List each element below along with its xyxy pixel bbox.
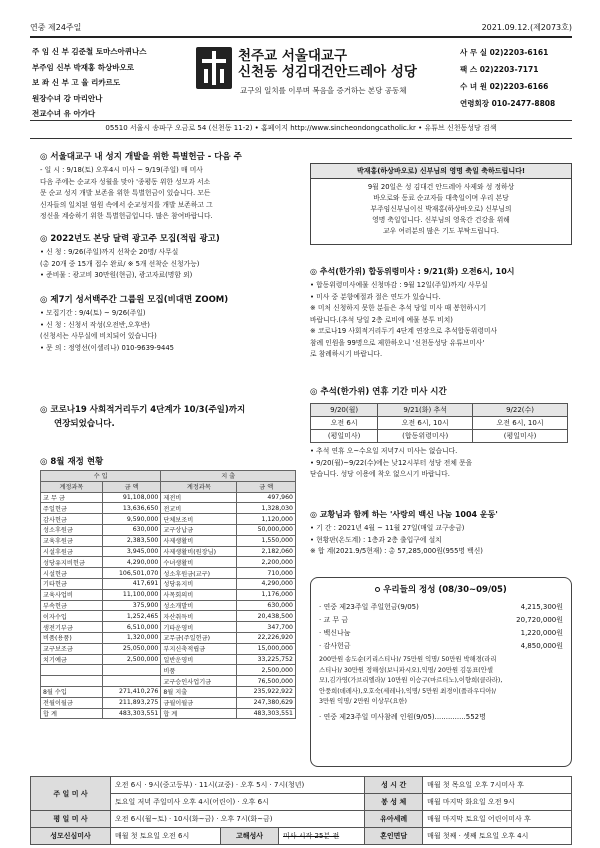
account-cell: 합 계: [41, 708, 103, 719]
income-header: 수 입: [41, 471, 161, 482]
amount-cell: 25,050,000: [102, 643, 161, 654]
amount-cell: 15,000,000: [237, 643, 296, 654]
account-cell: 시설헌금: [41, 568, 103, 579]
finance-row: [41, 632, 296, 643]
communion-label: 봉 성 체: [365, 794, 423, 811]
amount-cell: 1,320,000: [102, 632, 161, 643]
offerings-box: [310, 577, 572, 767]
finance-row: [41, 524, 296, 535]
account-cell: 성당유지비헌금: [41, 557, 103, 568]
account-cell: 교 무 금: [41, 492, 103, 503]
donor-line: 3만원 익명/ 2만원 이상무(요한): [319, 698, 407, 705]
section-title: ◎ 교황님과 함께 하는 '사랑의 백신 나눔 1004 운동': [310, 510, 498, 519]
amount-cell: 13,636,650: [102, 503, 161, 514]
section-title: ◎ 서울대교구 내 성지 개발을 위한 특별헌금 - 다음 주: [40, 152, 242, 162]
contact-office: 사 무 실 02)2203-6161: [460, 48, 549, 57]
notice-line: ※ 미처 신청하지 못한 분들은 추석 당일 미사 때 봉헌하시기: [310, 304, 487, 312]
notice-line: - 일 시 : 9/18(토) 오후4시 미사 ~ 9/19(주일) 매 미사: [40, 166, 203, 174]
account-cell: 비품(용품): [41, 632, 103, 643]
notice-line: • 문 의 : 정영선(이셀리나) 010-9639-9445: [40, 343, 174, 352]
amount-cell: 91,108,000: [102, 492, 161, 503]
notice-line: 영명 축일입니다. 신부님의 영육간 건강을 위해: [372, 216, 510, 224]
account-cell: 생전기부금: [41, 622, 103, 633]
notice-line: 교우 여러분의 많은 기도 부탁드립니다.: [383, 227, 499, 235]
finance-row: [41, 600, 296, 611]
notice-line: • 기 간 : 2021년 4월 ~ 11월 27일(매일 교구송금): [310, 524, 465, 532]
account-cell: 8월 지출: [161, 686, 237, 697]
amount-cell: 50,000,000: [237, 524, 296, 535]
notice-line: 문 순교 성지 개발 보존을 위한 특별헌금이 있습니다. 모든: [40, 189, 211, 197]
parish-name: 신천동 성김대건안드레아 성당: [238, 64, 417, 80]
amount-cell: 211,893,275: [102, 697, 161, 708]
account-cell: 교구승인사업기금: [161, 676, 237, 687]
notice-line: 9월 20일은 성 김대건 안드레아 사제와 성 정하상: [367, 183, 515, 191]
header-divider: [30, 36, 572, 38]
account-cell: 사제생활비: [161, 535, 237, 546]
notice-vaccine-sharing: [310, 509, 572, 558]
expense-header: 지 출: [161, 471, 296, 482]
sunday-mass-times: 오전 6시 · 9시(중고등부) · 11시(교중) · 오후 5시 · 7시(청년): [111, 777, 365, 794]
finance-row: [41, 654, 296, 665]
mass-type: (평일미사): [311, 430, 378, 443]
notice-bible-study: [40, 293, 300, 354]
contact-convent: 수 녀 원 02)2203-6166: [460, 82, 549, 91]
account-cell: 교무금(주일헌금): [161, 632, 237, 643]
amount-cell: 710,000: [237, 568, 296, 579]
amount-cell: [102, 665, 161, 676]
clergy-item: 주 임 신 부 김준철 토마스아퀴나스: [32, 47, 147, 56]
feast-notice-title: 박재홍(하상바오로) 신부님의 영명 축일 축하드립니다!: [311, 164, 571, 179]
clergy-item: 전교수녀 유 아가다: [32, 109, 96, 118]
communion-time: 매월 마지막 화요일 오전 9시: [423, 794, 572, 811]
notice-line: • 현황판(온도계) : 1층과 2층 출입구에 설치: [310, 535, 442, 544]
amount-cell: 235,922,922: [237, 686, 296, 697]
notice-line: (신청서는 사무실에 비치되어 있습니다): [40, 332, 157, 340]
amount-cell: 11,100,000: [102, 589, 161, 600]
sunday-mass-label: 주 일 미 사: [31, 777, 111, 811]
donor-line: 스티나)/ 30만원 정해성(보니파시오),익명/ 20만원 김동표(안셀: [319, 666, 493, 674]
liturgical-week: 연중 제24주일: [30, 23, 82, 32]
mass-type: (평일미사): [473, 430, 568, 443]
issue-date: 2021.09.12.(제2073호): [481, 23, 572, 32]
notice-line: 닫습니다. 성당 이용에 착오 없으시기 바랍니다.: [310, 470, 450, 478]
account-cell: 기타헌금: [41, 578, 103, 589]
amount-cell: 1,328,030: [237, 503, 296, 514]
finance-row: [41, 568, 296, 579]
clergy-item: 부주임 신부 박재홍 하상바오로: [32, 62, 135, 72]
finance-row: [41, 643, 296, 654]
amount-cell: 1,550,000: [237, 535, 296, 546]
notice-sanctuary-offering: [40, 150, 300, 223]
amount-cell: 76,500,000: [237, 676, 296, 687]
notice-line: • 신 청 : 신청서 작성(오전반,오후반): [40, 320, 150, 329]
account-cell: 치기예금: [41, 654, 103, 665]
notice-line: ※ 합 계(2021.9/5현재) : 총 57,285,000원(955명 백신): [310, 547, 483, 555]
day-header: 9/20(월): [311, 404, 378, 417]
col-header: 금 액: [237, 481, 296, 492]
amount-cell: 1,120,000: [237, 514, 296, 525]
col-header: 계정과목: [161, 481, 237, 492]
account-cell: 전월이월금: [41, 697, 103, 708]
notice-covid: [40, 403, 300, 429]
account-cell: 사목회의비: [161, 589, 237, 600]
notice-line: 다음 주에는 순교자 성월을 맞아 '종평동 위한 성모과 서소: [40, 177, 211, 186]
finance-row: [41, 546, 296, 557]
account-cell: 이자수입: [41, 611, 103, 622]
account-cell: 합 계: [161, 708, 237, 719]
finance-table: [40, 470, 296, 719]
address-bottom-line: [30, 138, 572, 139]
amount-cell: 347,700: [237, 622, 296, 633]
notice-line: • 모집기간 : 9/4(토) ~ 9/26(주일): [40, 309, 146, 317]
finance-row: [41, 708, 296, 719]
amount-cell: 6,510,000: [102, 622, 161, 633]
mass-time: 오전 6시, 10시: [473, 417, 568, 430]
finance-row: [41, 622, 296, 633]
account-cell: 비품: [161, 665, 237, 676]
account-cell: 일반운영비: [161, 654, 237, 665]
notice-line: 신자들의 일치된 염원 속에서 순교성지를 개발 보존하고 그: [40, 200, 213, 209]
account-cell: 교육사업비: [41, 589, 103, 600]
amount-cell: 630,000: [102, 524, 161, 535]
account-cell: 교구상납금: [161, 524, 237, 535]
diocese-name: 천주교 서울대교구: [238, 48, 348, 64]
day-header: 9/21(화) 추석: [378, 404, 473, 417]
donor-line: 안풍희(데레사),오호숙(세레나),익명/ 5만원 최경이(플라우디아)/: [319, 687, 496, 695]
notice-line: ※ 코로나19 사회적거리두기 4단계 연장으로 추석합동위령미사: [310, 327, 498, 335]
account-cell: [41, 665, 103, 676]
amount-cell: 1,252,465: [102, 611, 161, 622]
section-title: ◎ 8월 재정 현황: [40, 457, 104, 467]
finance-row: [41, 611, 296, 622]
section-title: ◎ 제7기 성서백주간 그룹원 모집(비대면 ZOOM): [40, 295, 229, 305]
contact-list: [460, 44, 575, 112]
amount-cell: 2,500,000: [237, 665, 296, 676]
mass-time: 오전 6시, 10시: [378, 417, 473, 430]
section-title: ◎ 코로나19 사회적거리두기 4단계가 10/3(주일)까지: [40, 405, 246, 415]
clergy-item: 보 좌 신 부 고 율 리카르도: [32, 78, 121, 87]
holy-hour-label: 성 시 간: [365, 777, 423, 794]
offering-row: · 연중 제23주일 주일헌금(9/05) 4,215,300원: [319, 603, 563, 611]
amount-cell: 2,383,500: [102, 535, 161, 546]
amount-cell: 4,290,000: [102, 557, 161, 568]
offering-row: · 백신나눔 1,220,000원: [319, 629, 563, 637]
notice-line: (총 20개 중 15개 접수 완료/ ※ 5개 선착순 신청가능): [40, 259, 200, 268]
amount-cell: [102, 676, 161, 687]
parish-motto: 교구의 일치를 이루며 복음을 증거하는 본당 공동체: [240, 86, 407, 95]
amount-cell: 375,900: [102, 600, 161, 611]
notice-line: • 9/20(월)~9/22(수)에는 낮12시부터 성당 전체 문을: [310, 458, 473, 467]
amount-cell: 497,960: [237, 492, 296, 503]
account-cell: 기타운영비: [161, 622, 237, 633]
account-cell: [41, 676, 103, 687]
section-title: ◎ 추석(한가위) 연휴 기간 미사 시간: [310, 387, 447, 397]
amount-cell: 247,380,629: [237, 697, 296, 708]
bulletin-header: [30, 22, 572, 34]
finance-row: [41, 535, 296, 546]
account-cell: 시설후원금: [41, 546, 103, 557]
notice-calendar-ads: [40, 232, 300, 282]
mass-time: 오전 6시: [311, 417, 378, 430]
offering-row: · 감사헌금 4,850,000원: [319, 642, 563, 650]
account-cell: 부속헌금: [41, 600, 103, 611]
contact-fax: 팩 스 02)2203-7171: [460, 65, 539, 74]
account-cell: 성소개발비: [161, 600, 237, 611]
notice-line: 바랍니다.(추석 당일 2층 로비에 예물 봉투 비치): [310, 315, 453, 324]
account-cell: 교육후원금: [41, 535, 103, 546]
notice-holiday-mass: [310, 385, 572, 481]
notice-line: • 준비물 : 광고비 30만원(현금), 광고자료(명함 외): [40, 271, 193, 279]
account-cell: 교구보조금: [41, 643, 103, 654]
finance-row: [41, 503, 296, 514]
marriage-time: 매월 첫째 · 셋째 토요일 오후 4시: [423, 828, 572, 845]
account-cell: 성소후원금: [41, 524, 103, 535]
amount-cell: 33,225,752: [237, 654, 296, 665]
account-cell: 사제생활비(원장님): [161, 546, 237, 557]
account-cell: 단체보조비: [161, 514, 237, 525]
account-cell: 성당유지비: [161, 578, 237, 589]
finance-row: [41, 676, 296, 687]
feast-notice-box: [310, 163, 572, 245]
account-cell: 제전비: [161, 492, 237, 503]
notice-line: 로 참례하시기 바랍니다.: [310, 350, 383, 358]
church-name: [238, 48, 438, 80]
marian-mass-time: 매월 첫 토요일 오전 6시: [111, 828, 221, 845]
section-title: ◎ 2022년도 본당 달력 광고주 모집(적립 광고): [40, 234, 220, 244]
amount-cell: 22,226,920: [237, 632, 296, 643]
finance-row: [41, 665, 296, 676]
address-bar: 05510 서울시 송파구 오금로 54 (신천동 11-2) • 홈페이지 http://www.sincheondongcatholic.kr • 유튜브 신천동성당 검색: [105, 124, 497, 132]
section-title-cont: 연장되었습니다.: [54, 419, 115, 429]
finance-row: [41, 686, 296, 697]
amount-cell: 20,438,500: [237, 611, 296, 622]
account-cell: 주일헌금: [41, 503, 103, 514]
amount-cell: 483,303,551: [237, 708, 296, 719]
offering-row: · 교 무 금 20,720,000원: [319, 616, 563, 624]
notice-line: • 신 청 : 9/26(주일)까지 선착순 20명/ 사무실: [40, 248, 179, 256]
account-cell: 부지신축적립금: [161, 643, 237, 654]
clergy-list: [32, 44, 182, 122]
notice-line: • 추석 연휴 오~수요일 저녁7시 미사는 없습니다.: [310, 447, 458, 455]
col-header: 금 액: [102, 481, 161, 492]
marian-mass-label: 성모신심미사: [31, 828, 111, 845]
finance-row: [41, 589, 296, 600]
saturday-mass-times: 토요일 저녁 주일미사 오후 4시(어린이) · 오후 6시: [111, 794, 365, 811]
baptism-label: 유아세례: [365, 811, 423, 828]
amount-cell: 417,691: [102, 578, 161, 589]
account-cell: 8월 수입: [41, 686, 103, 697]
notice-line: 바오로와 동료 순교자들 대축일이며 우리 본당: [373, 194, 509, 202]
amount-cell: 2,500,000: [102, 654, 161, 665]
weekday-mass-label: 평 일 미 사: [31, 811, 111, 828]
donor-line: 모),김가영(가브리엘라)/ 10만원 이승구(마르티노),이향희(클라라),: [319, 677, 503, 684]
mass-type: (합동위령미사): [378, 430, 473, 443]
amount-cell: 9,590,000: [102, 514, 161, 525]
notice-memorial-mass: [310, 266, 572, 361]
finance-row: [41, 557, 296, 568]
section-title: ◎ 추석(한가위) 합동위령미사 : 9/21(화) 오전6시, 10시: [310, 267, 515, 276]
bullet-icon: [375, 587, 380, 592]
church-logo: [196, 47, 232, 89]
marriage-label: 혼인면담: [365, 828, 423, 845]
notice-line: 참례 인원을 99명으로 제한하오니 '신천동성당 유튜브미사': [310, 338, 485, 347]
finance-row: [41, 697, 296, 708]
notice-line: 부주임신부님이신 박재홍(하상바오로) 신부님의: [370, 205, 512, 213]
amount-cell: 4,290,000: [237, 578, 296, 589]
amount-cell: 106,501,070: [102, 568, 161, 579]
contact-funeral: 연령회장 010-2477-8808: [460, 99, 556, 108]
confession-time: 미사 시작 25분 전: [279, 828, 365, 845]
amount-cell: 630,000: [237, 600, 296, 611]
holiday-mass-table: [310, 403, 568, 443]
amount-cell: 1,176,000: [237, 589, 296, 600]
notice-line: 정신을 계승하기 위한 특별헌금입니다. 많은 참여바랍니다.: [40, 212, 213, 220]
finance-row: [41, 492, 296, 503]
notice-line: • 합동위령미사예물 신청마감 : 9월 12일(주일)까지/ 사무실: [310, 281, 488, 289]
address-top-line: [30, 120, 572, 121]
account-cell: 수녀생활비: [161, 557, 237, 568]
account-cell: 성소후원금(교구): [161, 568, 237, 579]
mass-schedule: [30, 776, 572, 845]
amount-cell: 271,410,276: [102, 686, 161, 697]
clergy-item: 원장수녀 강 마리안나: [32, 93, 103, 103]
account-cell: 감사헌금: [41, 514, 103, 525]
finance-report: [40, 455, 302, 719]
amount-cell: 3,945,000: [102, 546, 161, 557]
finance-row: [41, 578, 296, 589]
account-cell: 금월이월금: [161, 697, 237, 708]
baptism-time: 매월 마지막 토요일 어린이미사 후: [423, 811, 572, 828]
amount-cell: 2,200,000: [237, 557, 296, 568]
weekday-mass-times: 오전 6시(월~토) · 10시(화~금) · 오후 7시(화~금): [111, 811, 365, 828]
amount-cell: 483,303,551: [102, 708, 161, 719]
amount-cell: 2,182,060: [237, 546, 296, 557]
confession-label: 고해성사: [221, 828, 279, 845]
donor-line: 200만원 송도순(키리스티나)/ 75만원 익명/ 50만원 박해경(라리: [319, 656, 497, 663]
account-cell: 자산취득비: [161, 611, 237, 622]
col-header: 계정과목: [41, 481, 103, 492]
offerings-title: 우리들의 정성 (08/30~09/05): [311, 583, 571, 595]
attendance-line: · 연중 제23주일 미사참례 인원(9/05)..............552명: [319, 712, 486, 721]
notice-line: • 미사 중 분향예절과 절은 연도가 있습니다.: [310, 292, 441, 301]
account-cell: 전교비: [161, 503, 237, 514]
holy-hour-time: 매월 첫 목요일 오후 7시미사 후: [423, 777, 572, 794]
finance-row: [41, 514, 296, 525]
day-header: 9/22(수): [473, 404, 568, 417]
